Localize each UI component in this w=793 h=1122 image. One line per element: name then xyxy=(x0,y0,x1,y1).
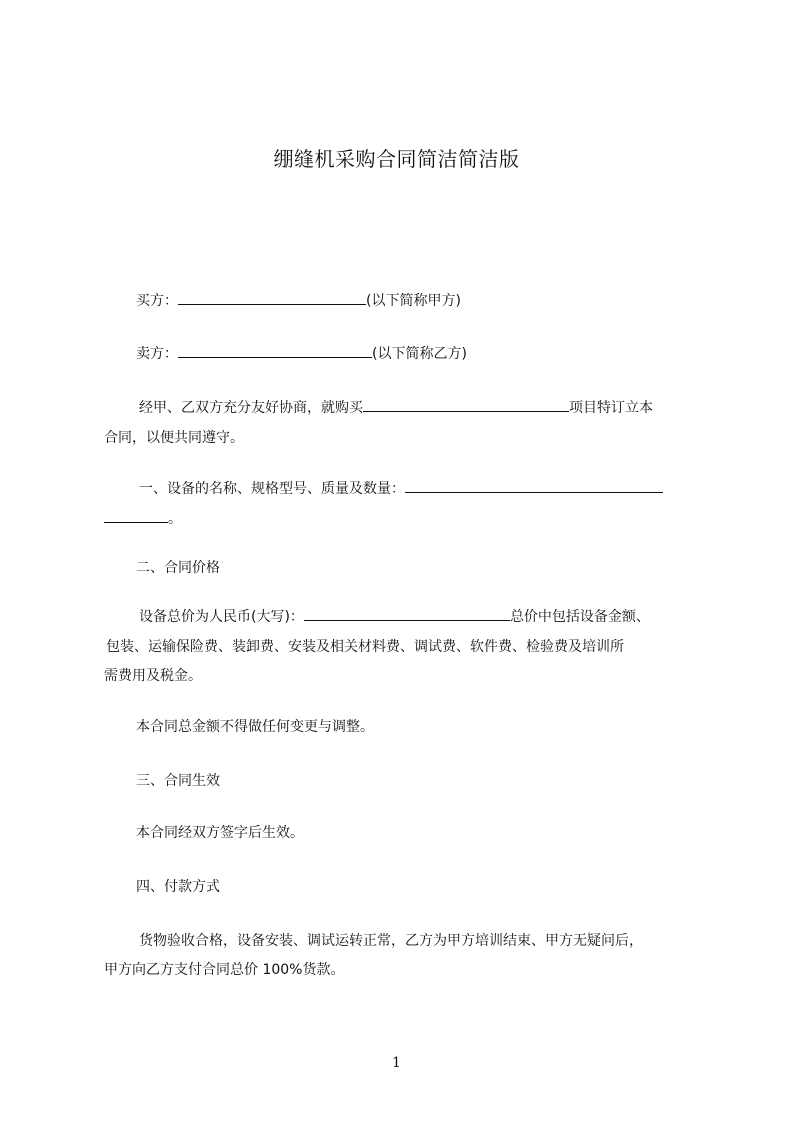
section-1-line-1 xyxy=(139,473,663,505)
section-1-end: 。 xyxy=(168,511,182,527)
equipment-blank-1 xyxy=(405,478,663,493)
intro-line-1 xyxy=(139,392,653,424)
intro-suffix: 项目特订立本 xyxy=(569,400,653,416)
intro-line-2: 合同，以便共同遵守。 xyxy=(104,430,244,446)
price-line-2: 包装、运输保险费、装卸费、安装及相关材料费、调试费、软件费、检验费及培训所 xyxy=(106,639,624,655)
price-line-1 xyxy=(139,601,650,633)
section-2-heading: 二、合同价格 xyxy=(136,560,220,576)
page-number: 1 xyxy=(392,1055,401,1071)
price-prefix: 设备总价为人民币(大写)： xyxy=(139,609,304,625)
section-3-text: 本合同经双方签字后生效。 xyxy=(136,825,304,841)
buyer-blank xyxy=(178,290,366,305)
section-1-text: 一、设备的名称、规格型号、质量及数量： xyxy=(139,481,405,497)
section-4-heading: 四、付款方式 xyxy=(136,879,220,895)
buyer-line xyxy=(136,285,461,317)
equipment-blank-2 xyxy=(104,508,168,523)
price-line-3: 需费用及税金。 xyxy=(104,668,202,684)
amount-note: 本合同总金额不得做任何变更与调整。 xyxy=(136,719,374,735)
payment-line-1: 货物验收合格，设备安装、调试运转正常，乙方为甲方培训结束、甲方无疑问后， xyxy=(139,933,643,949)
price-suffix: 总价中包括设备金额、 xyxy=(509,609,650,625)
seller-suffix: (以下简称乙方) xyxy=(372,346,467,362)
section-3-heading: 三、合同生效 xyxy=(136,773,220,789)
payment-line-2: 甲方向乙方支付合同总价 100%货款。 xyxy=(104,962,345,978)
seller-label: 卖方： xyxy=(136,346,178,362)
seller-blank xyxy=(178,343,372,358)
buyer-label: 买方： xyxy=(136,293,178,309)
buyer-suffix: (以下简称甲方) xyxy=(366,293,461,309)
intro-prefix: 经甲、乙双方充分友好协商，就购买 xyxy=(139,400,363,416)
price-blank xyxy=(304,606,510,621)
project-blank xyxy=(363,397,569,412)
document-title: 绷缝机采购合同简洁简洁版 xyxy=(273,147,520,171)
seller-line xyxy=(136,338,467,370)
section-1-line-2 xyxy=(104,503,182,535)
